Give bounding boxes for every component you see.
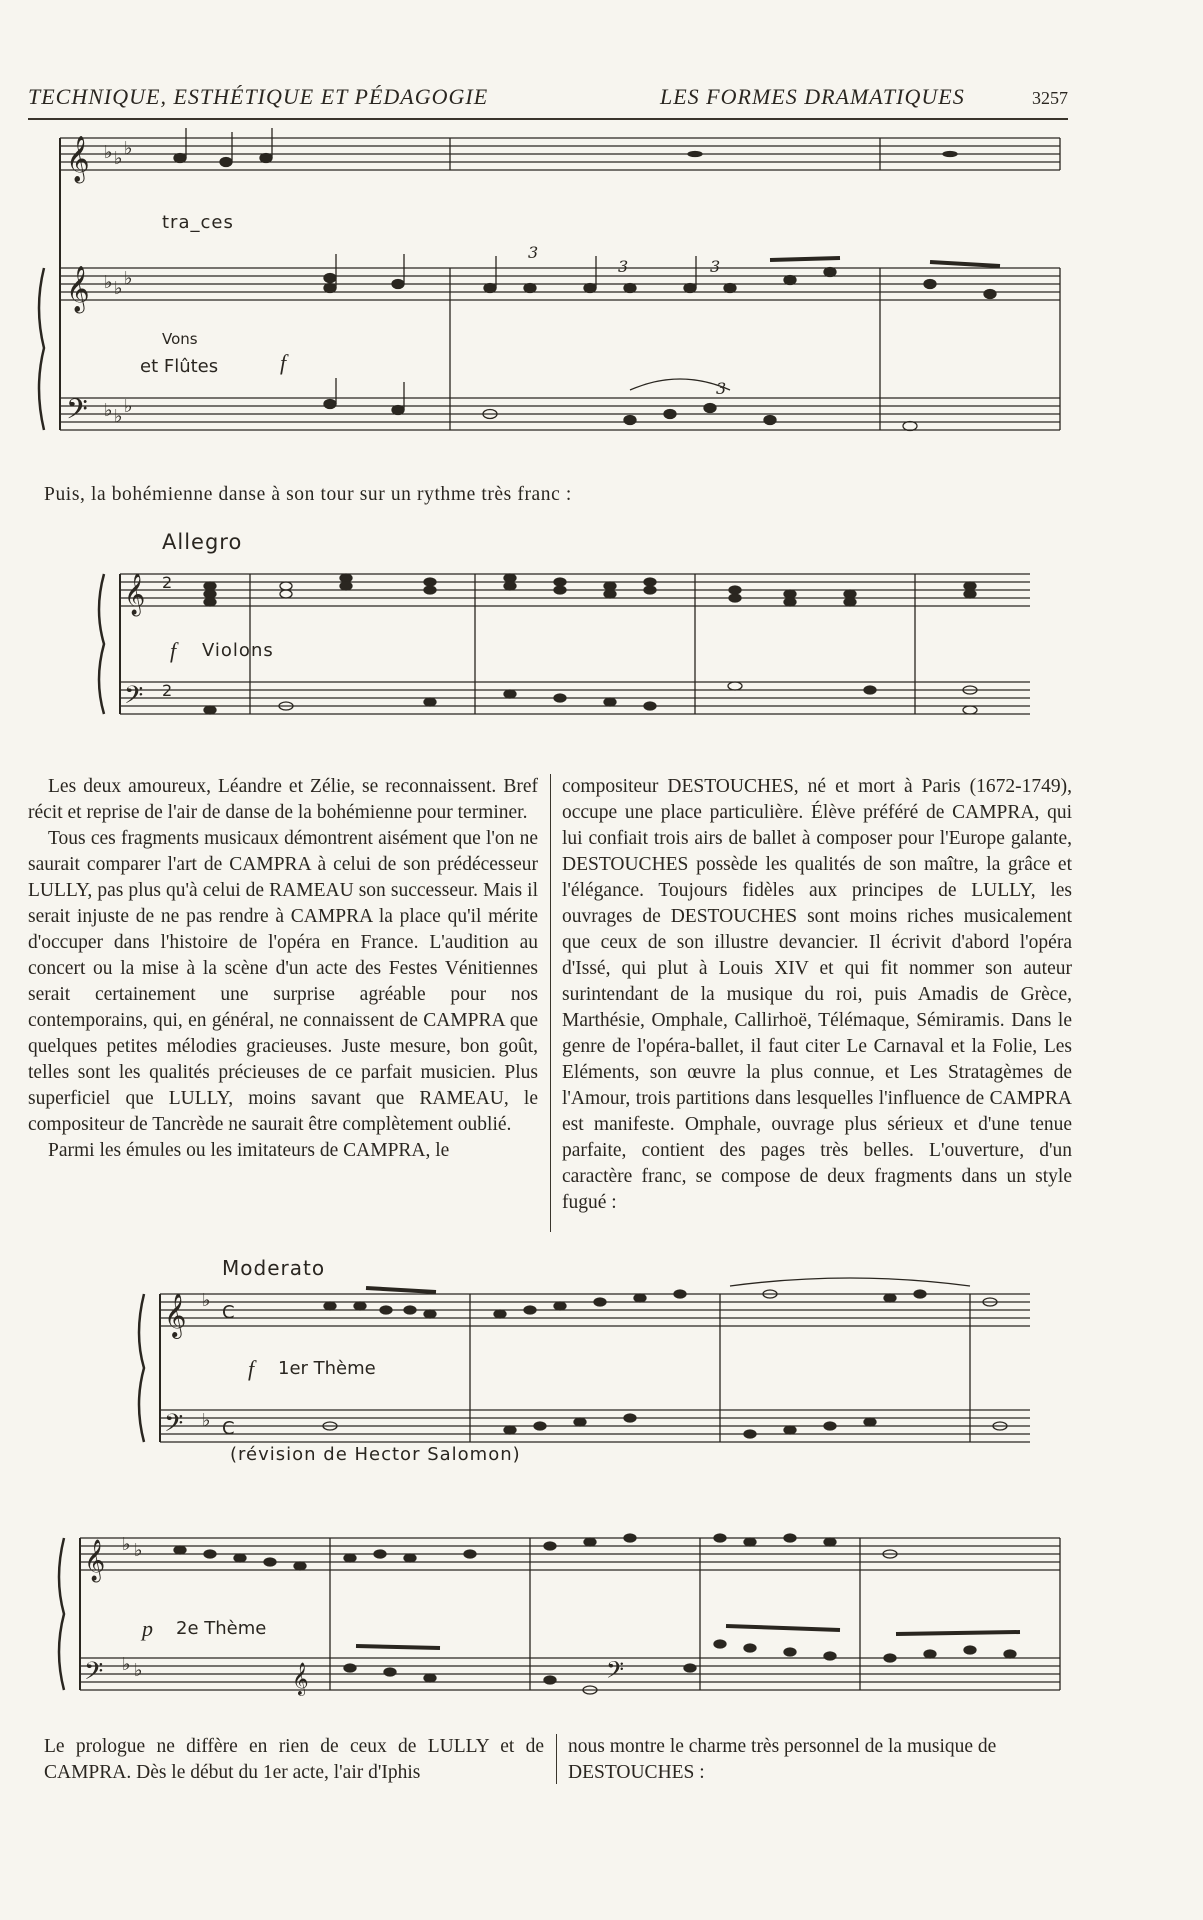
svg-text:3: 3 xyxy=(618,257,629,276)
svg-text:𝄢: 𝄢 xyxy=(124,681,144,716)
svg-text:♭: ♭ xyxy=(114,148,123,169)
svg-text:𝄢: 𝄢 xyxy=(164,1409,184,1444)
svg-text:♭: ♭ xyxy=(134,1660,143,1681)
running-head-left: TECHNIQUE, ESTHÉTIQUE ET PÉDAGOGIE xyxy=(28,84,489,109)
svg-text:♭: ♭ xyxy=(202,1290,211,1311)
score-excerpt-3 xyxy=(130,1270,1080,1470)
svg-text:♭: ♭ xyxy=(124,396,133,417)
svg-text:3: 3 xyxy=(716,379,727,398)
svg-text:♭: ♭ xyxy=(104,400,113,421)
column-divider xyxy=(550,774,551,1232)
svg-text:2: 2 xyxy=(162,681,173,700)
svg-text:♭: ♭ xyxy=(124,268,133,289)
svg-text:𝄞: 𝄞 xyxy=(292,1662,309,1695)
svg-text:♭: ♭ xyxy=(104,272,113,293)
column-right xyxy=(562,774,1072,1216)
instrument-label-line1: Vons xyxy=(162,330,198,348)
theme-2-label: 2e Thème xyxy=(176,1618,267,1639)
tempo-allegro: Allegro xyxy=(162,530,243,554)
svg-text:2: 2 xyxy=(162,573,173,592)
svg-text:♭: ♭ xyxy=(134,1540,143,1561)
svg-text:♭: ♭ xyxy=(122,1534,131,1555)
svg-text:𝄞: 𝄞 xyxy=(124,574,146,615)
bottom-right-text: nous montre le charme très personnel de la musique de DESTOUCHES : xyxy=(568,1736,997,1783)
running-head-right: LES FORMES DRAMATIQUES xyxy=(660,84,965,109)
svg-text:♭: ♭ xyxy=(124,138,133,159)
bottom-column-divider xyxy=(556,1734,557,1784)
paragraph: Les deux amoureux, Léandre et Zélie, se reconnaissent. Bref récit et reprise de l'air de danse de la bohémienne pour terminer. xyxy=(28,776,538,823)
svg-text:𝄞: 𝄞 xyxy=(164,1293,187,1337)
tempo-moderato: Moderato xyxy=(222,1256,326,1280)
svg-text:♭: ♭ xyxy=(114,278,123,299)
paragraph: Parmi les émules ou les imitateurs de CAMPRA, le xyxy=(48,1140,450,1161)
svg-text:𝄢: 𝄢 xyxy=(66,393,88,433)
dynamic-forte-2: f xyxy=(170,638,177,663)
instrument-label-line2: et Flûtes xyxy=(140,356,219,377)
svg-text:♭: ♭ xyxy=(114,406,123,427)
text-transition: Puis, la bohémienne danse à son tour sur un rythme très franc : xyxy=(44,484,572,505)
lyric-traces: tra_ces xyxy=(162,212,234,233)
theme-1-label: 1er Thème xyxy=(278,1358,376,1379)
revision-credit: (révision de Hector Salomon) xyxy=(230,1444,521,1465)
svg-text:♭: ♭ xyxy=(202,1410,211,1431)
svg-text:𝄢: 𝄢 xyxy=(606,1656,625,1689)
paragraph: Tous ces fragments musicaux démontrent aisément que l'on ne saurait comparer l'art de CAMPRA à celui de son prédécesseur LULLY, pas plus qu'à celui de RAMEAU son successeur. Mais il serait injuste de ne pas rendre à CAMPRA la place qu'il mérite d'occuper dans l'histoire de l'opéra en France. L'audition au concert ou la mise à la scène d'un acte des Festes Vénitiennes serait certainement une surprise agréable pour nos contemporains, qui, en général, ne connaissent de CAMPRA que quelques petites mélodies gracieuses. Juste mesure, bon goût, telles sont les qualités précieuses de ce parfait musicien. Plus superficiel que LULLY, moins savant que RAMEAU, le compositeur de Tancrède ne saurait être complètement oublié. xyxy=(28,828,538,1135)
triplet-mark: 3 xyxy=(528,243,539,262)
page-number: 3257 xyxy=(1032,88,1068,108)
svg-text:𝄞: 𝄞 xyxy=(84,1540,106,1581)
dynamic-piano: p xyxy=(142,1616,153,1641)
score-excerpt-1 xyxy=(30,128,1080,458)
dynamic-forte-3: f xyxy=(248,1356,255,1381)
svg-text:C: C xyxy=(222,1302,235,1323)
svg-text:3: 3 xyxy=(710,257,721,276)
header-rule xyxy=(28,118,1068,120)
instrument-violons: Violons xyxy=(202,640,274,661)
bottom-left-text: Le prologue ne diffère en rien de ceux de LULLY et de CAMPRA. Dès le début du 1er acte, l'air d'Iphis xyxy=(44,1736,544,1783)
svg-text:C: C xyxy=(222,1418,235,1439)
svg-text:𝄢: 𝄢 xyxy=(84,1657,104,1692)
svg-text:𝄞: 𝄞 xyxy=(66,136,90,182)
svg-text:𝄞: 𝄞 xyxy=(66,266,90,312)
voice-staff xyxy=(60,138,1060,170)
paragraph: compositeur DESTOUCHES, né et mort à Paris (1672-1749), occupe une place particulière. Élève préféré de CAMPRA, qui lui confiait trois airs de ballet à composer pour l'Europe galante, DESTOUCHES possède les qualités de son maître, la grâce et l'élégance. Toujours fidèles aux principes de LULLY, les ouvrages de DESTOUCHES sont moins riches musicalement que ceux de son illustre devancier. Il écrivit d'abord l'opéra d'Issé, qui plut à Louis XIV et qui fit nommer son auteur surintendant de la musique du roi, puis Amadis de Grèce, Marthésie, Omphale, Callirhoë, Télémaque, Sémiramis. Dans le genre de l'opéra-ballet, il faut citer Le Carnaval et la Folie, Les Eléments, son œuvre la plus connue, et Les Stratagèmes de l'Amour, trois partitions dans lesquelles l'influence de CAMPRA est manifeste. Omphale, ouvrage plus sérieux et d'une tenue parfaite, contient des pages très belles. L'ouverture, d'un caractère franc, se compose de deux fragments dans un style fugué : xyxy=(562,776,1072,1213)
svg-text:♭: ♭ xyxy=(122,1654,131,1675)
column-left xyxy=(28,774,538,1164)
svg-text:♭: ♭ xyxy=(104,142,113,163)
dynamic-forte: f xyxy=(280,350,287,375)
